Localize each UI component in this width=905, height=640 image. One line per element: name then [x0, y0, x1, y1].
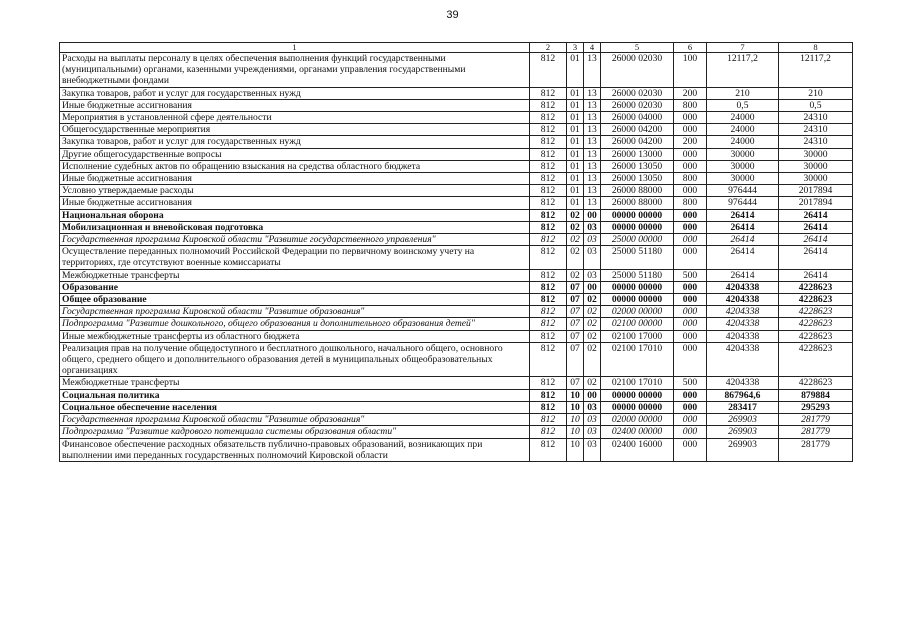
expense-type-cell: 000	[674, 426, 707, 438]
expense-type-cell: 500	[674, 377, 707, 389]
target-article-cell: 00000 00000	[601, 401, 674, 413]
expense-type-cell: 100	[674, 53, 707, 88]
amount-year-2-cell: 30000	[779, 148, 853, 160]
expense-type-cell: 000	[674, 148, 707, 160]
expense-type-cell: 200	[674, 87, 707, 99]
table-row	[60, 401, 853, 413]
subsection-code-cell: 03	[584, 414, 601, 426]
amount-year-2-cell: 12117,2	[779, 53, 853, 88]
row-name-cell: Государственная программа Кировской области "Развитие образования"	[60, 414, 530, 426]
target-article-cell: 02400 16000	[601, 438, 674, 461]
amount-year-1-cell: 4204338	[707, 342, 779, 377]
row-name-cell: Условно утверждаемые расходы	[60, 185, 530, 197]
section-code-cell: 01	[567, 53, 584, 88]
target-article-cell: 02100 17000	[601, 330, 674, 342]
table-row	[60, 414, 853, 426]
expense-type-cell: 000	[674, 389, 707, 401]
section-code-cell: 02	[567, 246, 584, 269]
table-row	[60, 306, 853, 318]
target-article-cell: 02000 00000	[601, 414, 674, 426]
target-article-cell: 00000 00000	[601, 294, 674, 306]
subsection-code-cell: 13	[584, 160, 601, 172]
subsection-code-cell: 03	[584, 269, 601, 281]
target-article-cell: 26000 02030	[601, 99, 674, 111]
department-code-cell: 812	[530, 124, 567, 136]
amount-year-1-cell: 4204338	[707, 377, 779, 389]
expense-type-cell: 000	[674, 234, 707, 246]
row-name-cell: Подпрограмма "Развитие кадрового потенциала системы образования области"	[60, 426, 530, 438]
target-article-cell: 26000 88000	[601, 185, 674, 197]
subsection-code-cell: 00	[584, 389, 601, 401]
amount-year-2-cell: 26414	[779, 221, 853, 233]
amount-year-1-cell: 30000	[707, 173, 779, 185]
amount-year-2-cell: 4228623	[779, 318, 853, 330]
amount-year-2-cell: 281779	[779, 414, 853, 426]
target-article-cell: 26000 02030	[601, 53, 674, 88]
section-code-cell: 01	[567, 124, 584, 136]
column-header: 4	[584, 43, 601, 53]
subsection-code-cell: 13	[584, 112, 601, 124]
table-row	[60, 148, 853, 160]
subsection-code-cell: 13	[584, 197, 601, 209]
section-code-cell: 10	[567, 389, 584, 401]
target-article-cell: 26000 02030	[601, 87, 674, 99]
section-code-cell: 10	[567, 438, 584, 461]
budget-table	[59, 42, 853, 462]
target-article-cell: 26000 04200	[601, 136, 674, 148]
subsection-code-cell: 03	[584, 234, 601, 246]
amount-year-2-cell: 4228623	[779, 294, 853, 306]
department-code-cell: 812	[530, 426, 567, 438]
section-code-cell: 07	[567, 306, 584, 318]
department-code-cell: 812	[530, 221, 567, 233]
section-code-cell: 02	[567, 209, 584, 221]
subsection-code-cell: 00	[584, 281, 601, 293]
section-code-cell: 10	[567, 426, 584, 438]
subsection-code-cell: 13	[584, 99, 601, 111]
table-row	[60, 87, 853, 99]
target-article-cell: 26000 13050	[601, 173, 674, 185]
subsection-code-cell: 13	[584, 185, 601, 197]
amount-year-1-cell: 976444	[707, 197, 779, 209]
target-article-cell: 02400 00000	[601, 426, 674, 438]
row-name-cell: Иные бюджетные ассигнования	[60, 173, 530, 185]
amount-year-2-cell: 281779	[779, 426, 853, 438]
table-row	[60, 426, 853, 438]
amount-year-2-cell: 4228623	[779, 281, 853, 293]
table-row	[60, 124, 853, 136]
department-code-cell: 812	[530, 438, 567, 461]
subsection-code-cell: 13	[584, 53, 601, 88]
department-code-cell: 812	[530, 160, 567, 172]
subsection-code-cell: 13	[584, 148, 601, 160]
department-code-cell: 812	[530, 173, 567, 185]
target-article-cell: 00000 00000	[601, 389, 674, 401]
amount-year-2-cell: 26414	[779, 246, 853, 269]
target-article-cell: 26000 13000	[601, 148, 674, 160]
row-name-cell: Социальное обеспечение населения	[60, 401, 530, 413]
department-code-cell: 812	[530, 87, 567, 99]
row-name-cell: Образование	[60, 281, 530, 293]
amount-year-2-cell: 2017894	[779, 197, 853, 209]
amount-year-1-cell: 30000	[707, 160, 779, 172]
department-code-cell: 812	[530, 53, 567, 88]
amount-year-1-cell: 4204338	[707, 306, 779, 318]
amount-year-1-cell: 210	[707, 87, 779, 99]
amount-year-2-cell: 4228623	[779, 330, 853, 342]
expense-type-cell: 000	[674, 330, 707, 342]
table-row	[60, 221, 853, 233]
row-name-cell: Государственная программа Кировской области "Развитие государственного управления"	[60, 234, 530, 246]
section-code-cell: 07	[567, 294, 584, 306]
target-article-cell: 26000 88000	[601, 197, 674, 209]
section-code-cell: 07	[567, 377, 584, 389]
section-code-cell: 10	[567, 401, 584, 413]
expense-type-cell: 000	[674, 318, 707, 330]
department-code-cell: 812	[530, 377, 567, 389]
amount-year-1-cell: 283417	[707, 401, 779, 413]
amount-year-1-cell: 4204338	[707, 294, 779, 306]
target-article-cell: 00000 00000	[601, 221, 674, 233]
amount-year-1-cell: 269903	[707, 438, 779, 461]
section-code-cell: 02	[567, 269, 584, 281]
section-code-cell: 01	[567, 197, 584, 209]
expense-type-cell: 000	[674, 401, 707, 413]
amount-year-2-cell: 4228623	[779, 306, 853, 318]
amount-year-2-cell: 26414	[779, 234, 853, 246]
target-article-cell: 02100 17010	[601, 377, 674, 389]
row-name-cell: Осуществление переданных полномочий Российской Федерации по первичному воинскому учету на территориях, где отсутствуют военные комиссариаты	[60, 246, 530, 269]
expense-type-cell: 000	[674, 246, 707, 269]
department-code-cell: 812	[530, 281, 567, 293]
table-row	[60, 294, 853, 306]
amount-year-1-cell: 4204338	[707, 330, 779, 342]
row-name-cell: Другие общегосударственные вопросы	[60, 148, 530, 160]
row-name-cell: Закупка товаров, работ и услуг для государственных нужд	[60, 87, 530, 99]
target-article-cell: 02100 00000	[601, 318, 674, 330]
table-row	[60, 99, 853, 111]
amount-year-1-cell: 24000	[707, 136, 779, 148]
subsection-code-cell: 13	[584, 124, 601, 136]
section-code-cell: 01	[567, 136, 584, 148]
expense-type-cell: 000	[674, 342, 707, 377]
department-code-cell: 812	[530, 185, 567, 197]
department-code-cell: 812	[530, 318, 567, 330]
amount-year-2-cell: 30000	[779, 173, 853, 185]
table-row	[60, 234, 853, 246]
amount-year-1-cell: 269903	[707, 414, 779, 426]
department-code-cell: 812	[530, 306, 567, 318]
section-code-cell: 02	[567, 221, 584, 233]
subsection-code-cell: 13	[584, 87, 601, 99]
amount-year-1-cell: 26414	[707, 234, 779, 246]
row-name-cell: Межбюджетные трансферты	[60, 377, 530, 389]
expense-type-cell: 800	[674, 173, 707, 185]
department-code-cell: 812	[530, 148, 567, 160]
amount-year-2-cell: 879884	[779, 389, 853, 401]
target-article-cell: 02000 00000	[601, 306, 674, 318]
subsection-code-cell: 02	[584, 318, 601, 330]
subsection-code-cell: 02	[584, 342, 601, 377]
amount-year-2-cell: 30000	[779, 160, 853, 172]
expense-type-cell: 000	[674, 221, 707, 233]
expense-type-cell: 000	[674, 185, 707, 197]
amount-year-2-cell: 26414	[779, 269, 853, 281]
department-code-cell: 812	[530, 99, 567, 111]
department-code-cell: 812	[530, 112, 567, 124]
expense-type-cell: 800	[674, 99, 707, 111]
section-code-cell: 01	[567, 160, 584, 172]
amount-year-1-cell: 976444	[707, 185, 779, 197]
subsection-code-cell: 13	[584, 173, 601, 185]
table-body	[60, 53, 853, 462]
column-header: 6	[674, 43, 707, 53]
section-code-cell: 07	[567, 342, 584, 377]
section-code-cell: 01	[567, 112, 584, 124]
amount-year-1-cell: 269903	[707, 426, 779, 438]
expense-type-cell: 000	[674, 209, 707, 221]
subsection-code-cell: 02	[584, 377, 601, 389]
subsection-code-cell: 03	[584, 246, 601, 269]
target-article-cell: 26000 04200	[601, 124, 674, 136]
section-code-cell: 07	[567, 281, 584, 293]
amount-year-1-cell: 26414	[707, 246, 779, 269]
row-name-cell: Социальная политика	[60, 389, 530, 401]
department-code-cell: 812	[530, 209, 567, 221]
section-code-cell: 01	[567, 87, 584, 99]
column-header: 5	[601, 43, 674, 53]
table-row	[60, 185, 853, 197]
expense-type-cell: 200	[674, 136, 707, 148]
table-row	[60, 389, 853, 401]
row-name-cell: Мероприятия в установленной сфере деятельности	[60, 112, 530, 124]
table-row	[60, 209, 853, 221]
amount-year-2-cell: 210	[779, 87, 853, 99]
row-name-cell: Межбюджетные трансферты	[60, 269, 530, 281]
expense-type-cell: 000	[674, 112, 707, 124]
subsection-code-cell: 03	[584, 438, 601, 461]
amount-year-1-cell: 24000	[707, 112, 779, 124]
amount-year-2-cell: 26414	[779, 209, 853, 221]
expense-type-cell: 000	[674, 414, 707, 426]
subsection-code-cell: 02	[584, 330, 601, 342]
amount-year-2-cell: 24310	[779, 124, 853, 136]
amount-year-1-cell: 12117,2	[707, 53, 779, 88]
row-name-cell: Финансовое обеспечение расходных обязательств публично-правовых образований, возникающих при выполнении ими переданных государственных полномочий Кировской области	[60, 438, 530, 461]
expense-type-cell: 000	[674, 294, 707, 306]
expense-type-cell: 000	[674, 306, 707, 318]
table-row	[60, 160, 853, 172]
subsection-code-cell: 03	[584, 401, 601, 413]
amount-year-2-cell: 0,5	[779, 99, 853, 111]
row-name-cell: Расходы на выплаты персоналу в целях обеспечения выполнения функций государственными (муниципальными) органами, казенными учреждениями, органами управления государственными внебюджетными фондами	[60, 53, 530, 88]
target-article-cell: 26000 13050	[601, 160, 674, 172]
table-row	[60, 281, 853, 293]
expense-type-cell: 800	[674, 197, 707, 209]
page-number: 39	[446, 9, 459, 21]
expense-type-cell: 000	[674, 160, 707, 172]
row-name-cell: Мобилизационная и вневойсковая подготовка	[60, 221, 530, 233]
column-header: 3	[567, 43, 584, 53]
table-row	[60, 438, 853, 461]
department-code-cell: 812	[530, 414, 567, 426]
column-header: 2	[530, 43, 567, 53]
department-code-cell: 812	[530, 401, 567, 413]
amount-year-2-cell: 2017894	[779, 185, 853, 197]
target-article-cell: 02100 17010	[601, 342, 674, 377]
section-code-cell: 07	[567, 318, 584, 330]
department-code-cell: 812	[530, 269, 567, 281]
table-row	[60, 377, 853, 389]
amount-year-1-cell: 24000	[707, 124, 779, 136]
subsection-code-cell: 00	[584, 209, 601, 221]
department-code-cell: 812	[530, 234, 567, 246]
row-name-cell: Общее образование	[60, 294, 530, 306]
target-article-cell: 25000 51180	[601, 246, 674, 269]
table-row	[60, 197, 853, 209]
table-row	[60, 342, 853, 377]
section-code-cell: 10	[567, 414, 584, 426]
column-header: 1	[60, 43, 530, 53]
target-article-cell: 00000 00000	[601, 209, 674, 221]
subsection-code-cell: 02	[584, 306, 601, 318]
amount-year-2-cell: 4228623	[779, 342, 853, 377]
row-name-cell: Реализация прав на получение общедоступного и бесплатного дошкольного, начального общего, основного общего, среднего общего и дополнительного образования детей в муниципальных общеобразовательных организациях	[60, 342, 530, 377]
table-row	[60, 173, 853, 185]
subsection-code-cell: 03	[584, 221, 601, 233]
row-name-cell: Закупка товаров, работ и услуг для государственных нужд	[60, 136, 530, 148]
row-name-cell: Иные бюджетные ассигнования	[60, 99, 530, 111]
target-article-cell: 25000 51180	[601, 269, 674, 281]
section-code-cell: 01	[567, 185, 584, 197]
amount-year-1-cell: 4204338	[707, 281, 779, 293]
row-name-cell: Иные межбюджетные трансферты из областного бюджета	[60, 330, 530, 342]
department-code-cell: 812	[530, 197, 567, 209]
department-code-cell: 812	[530, 389, 567, 401]
row-name-cell: Общегосударственные мероприятия	[60, 124, 530, 136]
section-code-cell: 01	[567, 99, 584, 111]
target-article-cell: 00000 00000	[601, 281, 674, 293]
section-code-cell: 01	[567, 148, 584, 160]
subsection-code-cell: 03	[584, 426, 601, 438]
amount-year-1-cell: 26414	[707, 221, 779, 233]
row-name-cell: Исполнение судебных актов по обращению взыскания на средства областного бюджета	[60, 160, 530, 172]
table-row	[60, 269, 853, 281]
amount-year-1-cell: 4204338	[707, 318, 779, 330]
expense-type-cell: 000	[674, 124, 707, 136]
table-row	[60, 53, 853, 88]
amount-year-1-cell: 867964,6	[707, 389, 779, 401]
row-name-cell: Иные бюджетные ассигнования	[60, 197, 530, 209]
department-code-cell: 812	[530, 246, 567, 269]
expense-type-cell: 500	[674, 269, 707, 281]
department-code-cell: 812	[530, 330, 567, 342]
amount-year-2-cell: 4228623	[779, 377, 853, 389]
amount-year-2-cell: 24310	[779, 136, 853, 148]
department-code-cell: 812	[530, 342, 567, 377]
target-article-cell: 25000 00000	[601, 234, 674, 246]
department-code-cell: 812	[530, 136, 567, 148]
row-name-cell: Подпрограмма "Развитие дошкольного, общего образования и дополнительного образования детей"	[60, 318, 530, 330]
section-code-cell: 07	[567, 330, 584, 342]
table-row	[60, 318, 853, 330]
section-code-cell: 02	[567, 234, 584, 246]
amount-year-1-cell: 0,5	[707, 99, 779, 111]
subsection-code-cell: 13	[584, 136, 601, 148]
table-row	[60, 112, 853, 124]
row-name-cell: Государственная программа Кировской области "Развитие образования"	[60, 306, 530, 318]
amount-year-1-cell: 26414	[707, 269, 779, 281]
table-row	[60, 136, 853, 148]
section-code-cell: 01	[567, 173, 584, 185]
column-header: 8	[779, 43, 853, 53]
row-name-cell: Национальная оборона	[60, 209, 530, 221]
target-article-cell: 26000 04000	[601, 112, 674, 124]
amount-year-2-cell: 295293	[779, 401, 853, 413]
expense-type-cell: 000	[674, 281, 707, 293]
table-header-row	[60, 43, 853, 53]
table-row	[60, 330, 853, 342]
amount-year-2-cell: 24310	[779, 112, 853, 124]
subsection-code-cell: 02	[584, 294, 601, 306]
expense-type-cell: 000	[674, 438, 707, 461]
amount-year-1-cell: 30000	[707, 148, 779, 160]
amount-year-1-cell: 26414	[707, 209, 779, 221]
column-header: 7	[707, 43, 779, 53]
amount-year-2-cell: 281779	[779, 438, 853, 461]
department-code-cell: 812	[530, 294, 567, 306]
table-row	[60, 246, 853, 269]
